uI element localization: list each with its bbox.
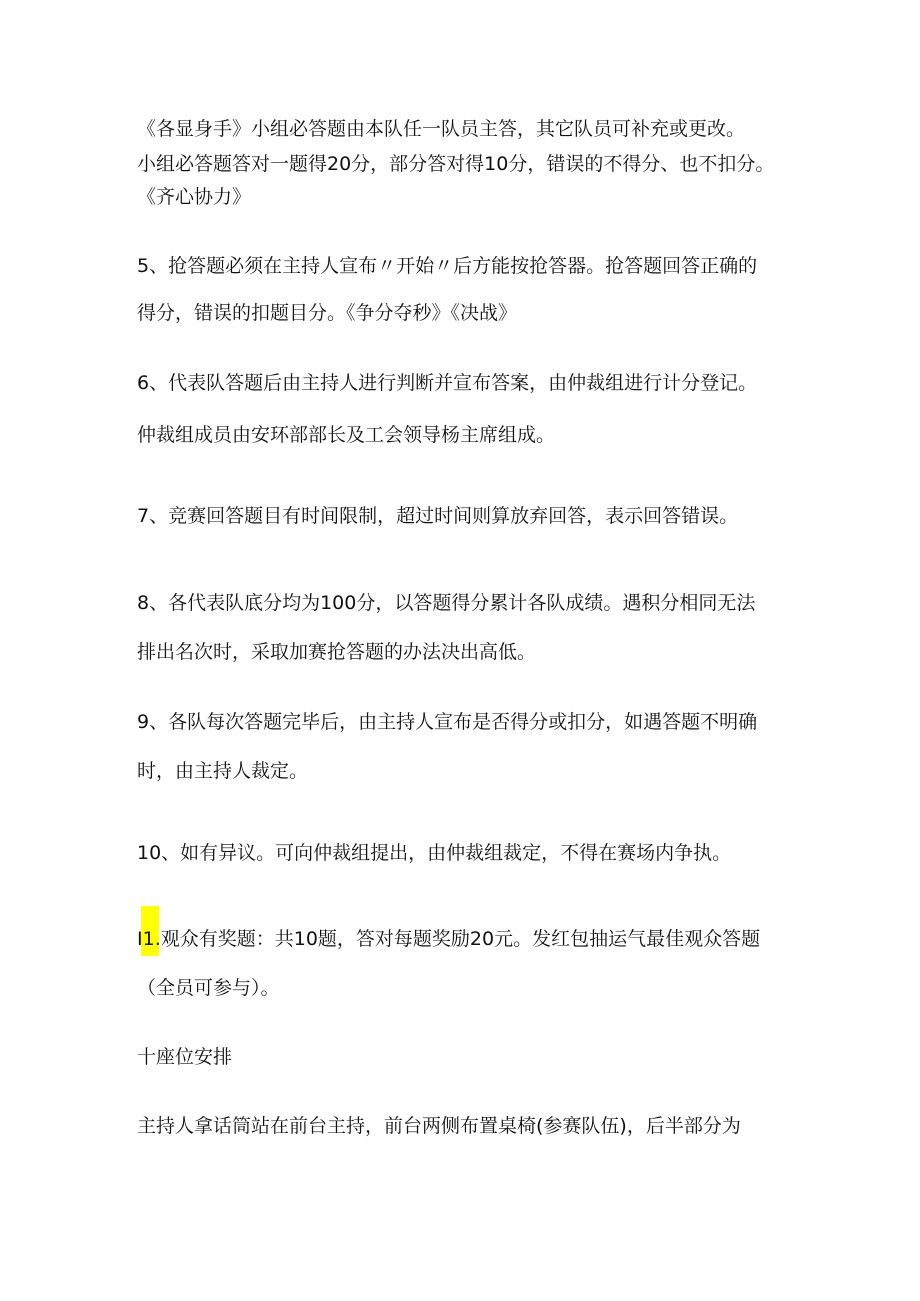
text-line-1: 《各显身手》小组必答题由本队任一队员主答，其它队员可补充或更改。 (137, 118, 746, 140)
text-line-15: （全员可参与）。 (137, 977, 280, 999)
section-heading: 十座位安排 (137, 1046, 233, 1068)
text-line-11: 9、各队每次答题完毕后，由主持人宣布是否得分或扣分，如遇答题不明确 (137, 711, 758, 733)
text-line-5: 得分，错误的扣题目分。《争分夺秒》《决战》 (137, 302, 518, 324)
text-line-7: 仲裁组成员由安环部部长及工会领导杨主席组成。 (137, 424, 556, 446)
text-line-2: 小组必答题答对一题得20分，部分答对得10分，错误的不得分、也不扣分。 (137, 153, 775, 175)
text-line-12: 时，由主持人裁定。 (137, 760, 309, 782)
text-line-14: I1.观众有奖题：共10题，答对每题奖励20元。发红包抽运气最佳观众答题 (137, 928, 761, 950)
text-line-9: 8、各代表队底分均为100分，以答题得分累计各队成绩。遇积分相同无法 (137, 592, 756, 614)
text-line-17: 主持人拿话筒站在前台主持，前台两侧布置桌椅(参赛队伍)，后半部分为 (137, 1115, 741, 1137)
text-line-6: 6、代表队答题后由主持人进行判断并宣布答案，由仲裁组进行计分登记。 (137, 372, 758, 394)
text-line-8: 7、竞赛回答题目有时间限制，超过时间则算放弃回答，表示回答错误。 (137, 505, 739, 527)
text-line-4: 5、抢答题必须在主持人宣布〃开始〃后方能按抢答器。抢答题回答正确的 (137, 255, 758, 277)
text-line-10: 排出名次时，采取加赛抢答题的办法决出高低。 (137, 641, 537, 663)
text-line-3: 《齐心协力》 (137, 186, 252, 208)
text-line-13: 10、如有异议。可向仲裁组提出，由仲裁组裁定，不得在赛场内争执。 (137, 842, 732, 864)
